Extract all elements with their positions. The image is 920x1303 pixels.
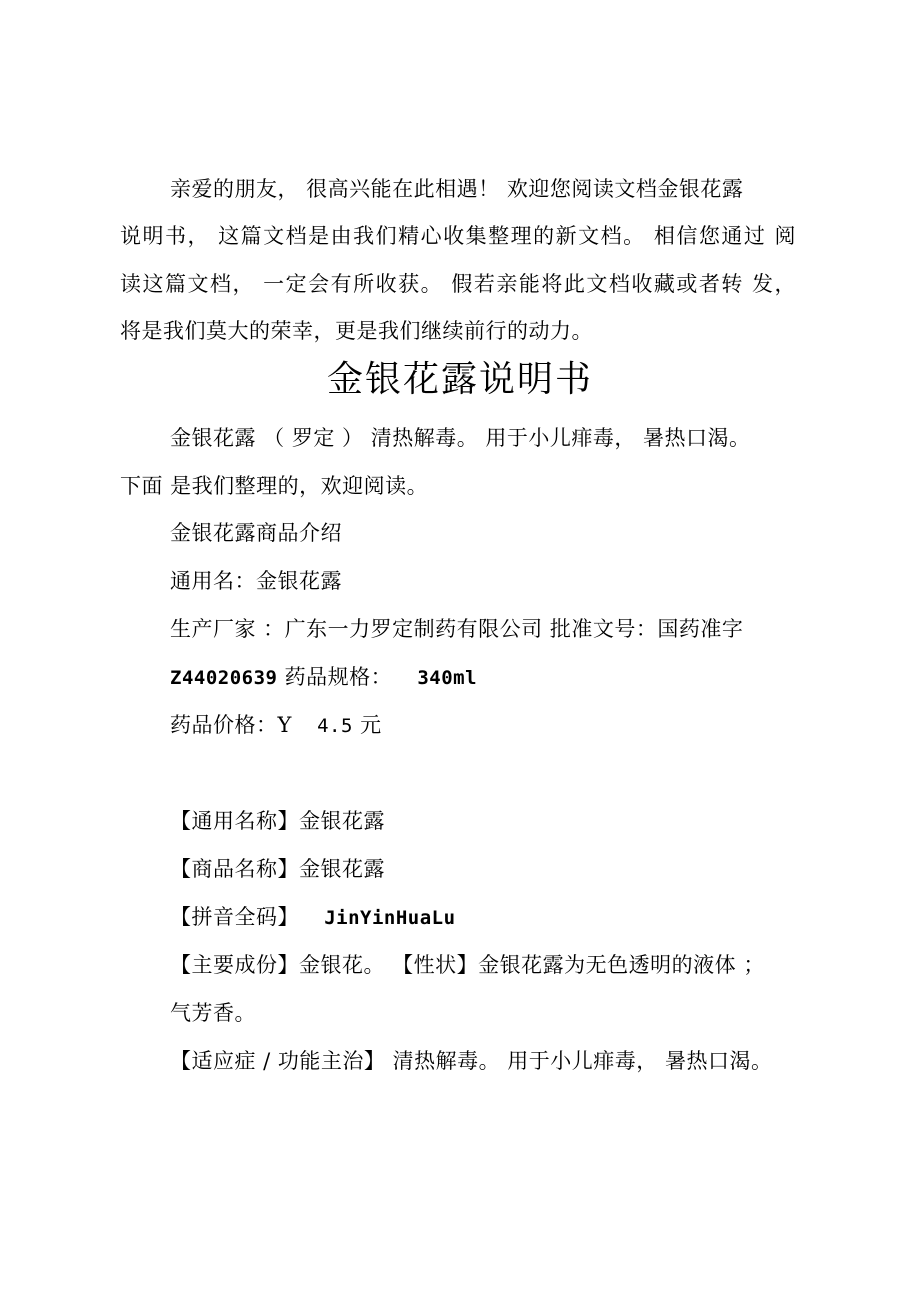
ingredients-line: 【主要成份】金银花。 【性状】金银花露为无色透明的液体 ； [170, 953, 765, 977]
approval-spec-line [170, 664, 477, 691]
price-label: 药品价格：Y [170, 713, 292, 737]
common-name: 【通用名称】金银花露 [170, 809, 385, 833]
ingredients-continued: 气芳香。 [170, 1001, 256, 1025]
price-value: 4.5 [317, 715, 353, 737]
document-title: 金银花露说明书 [326, 359, 593, 400]
intro-line-1: 亲爱的朋友， 很高兴能在此相遇！ 欢迎您阅读文档金银花露 [170, 177, 744, 201]
indications-line: 【适应症 / 功能主治】 清热解毒。 用于小儿痱毒， 暑热口渴。 [170, 1049, 773, 1073]
price-line [170, 712, 382, 739]
intro-line-4: 将是我们莫大的荣幸，更是我们继续前行的动力。 [120, 319, 593, 343]
approval-code: Z44020639 [170, 667, 278, 689]
product-heading: 金银花露商品介绍 [170, 521, 342, 545]
pinyin-line [170, 904, 456, 931]
intro-line-3: 读这篇文档， 一定会有所收获。 假若亲能将此文档收藏或者转 发， [120, 272, 796, 296]
intro-line-2: 说明书， 这篇文档是由我们精心收集整理的新文档。 相信您通过 阅 [120, 224, 796, 248]
spec-value: 340ml [417, 667, 478, 689]
generic-name: 通用名：金银花露 [170, 569, 342, 593]
summary-line-1: 金银花露 （ 罗定 ） 清热解毒。 用于小儿痱毒， 暑热口渴。 [170, 426, 751, 450]
trade-name: 【商品名称】金银花露 [170, 857, 385, 881]
spec-label: 药品规格： [284, 665, 393, 689]
summary-line-2: 下面 是我们整理的，欢迎阅读。 [120, 474, 429, 498]
manufacturer-line: 生产厂家 ：广东一力罗定制药有限公司 批准文号：国药准字 [170, 617, 744, 641]
pinyin-value: JinYinHuaLu [324, 907, 456, 929]
price-unit: 元 [360, 713, 382, 737]
pinyin-label: 【拼音全码】 [170, 905, 299, 929]
